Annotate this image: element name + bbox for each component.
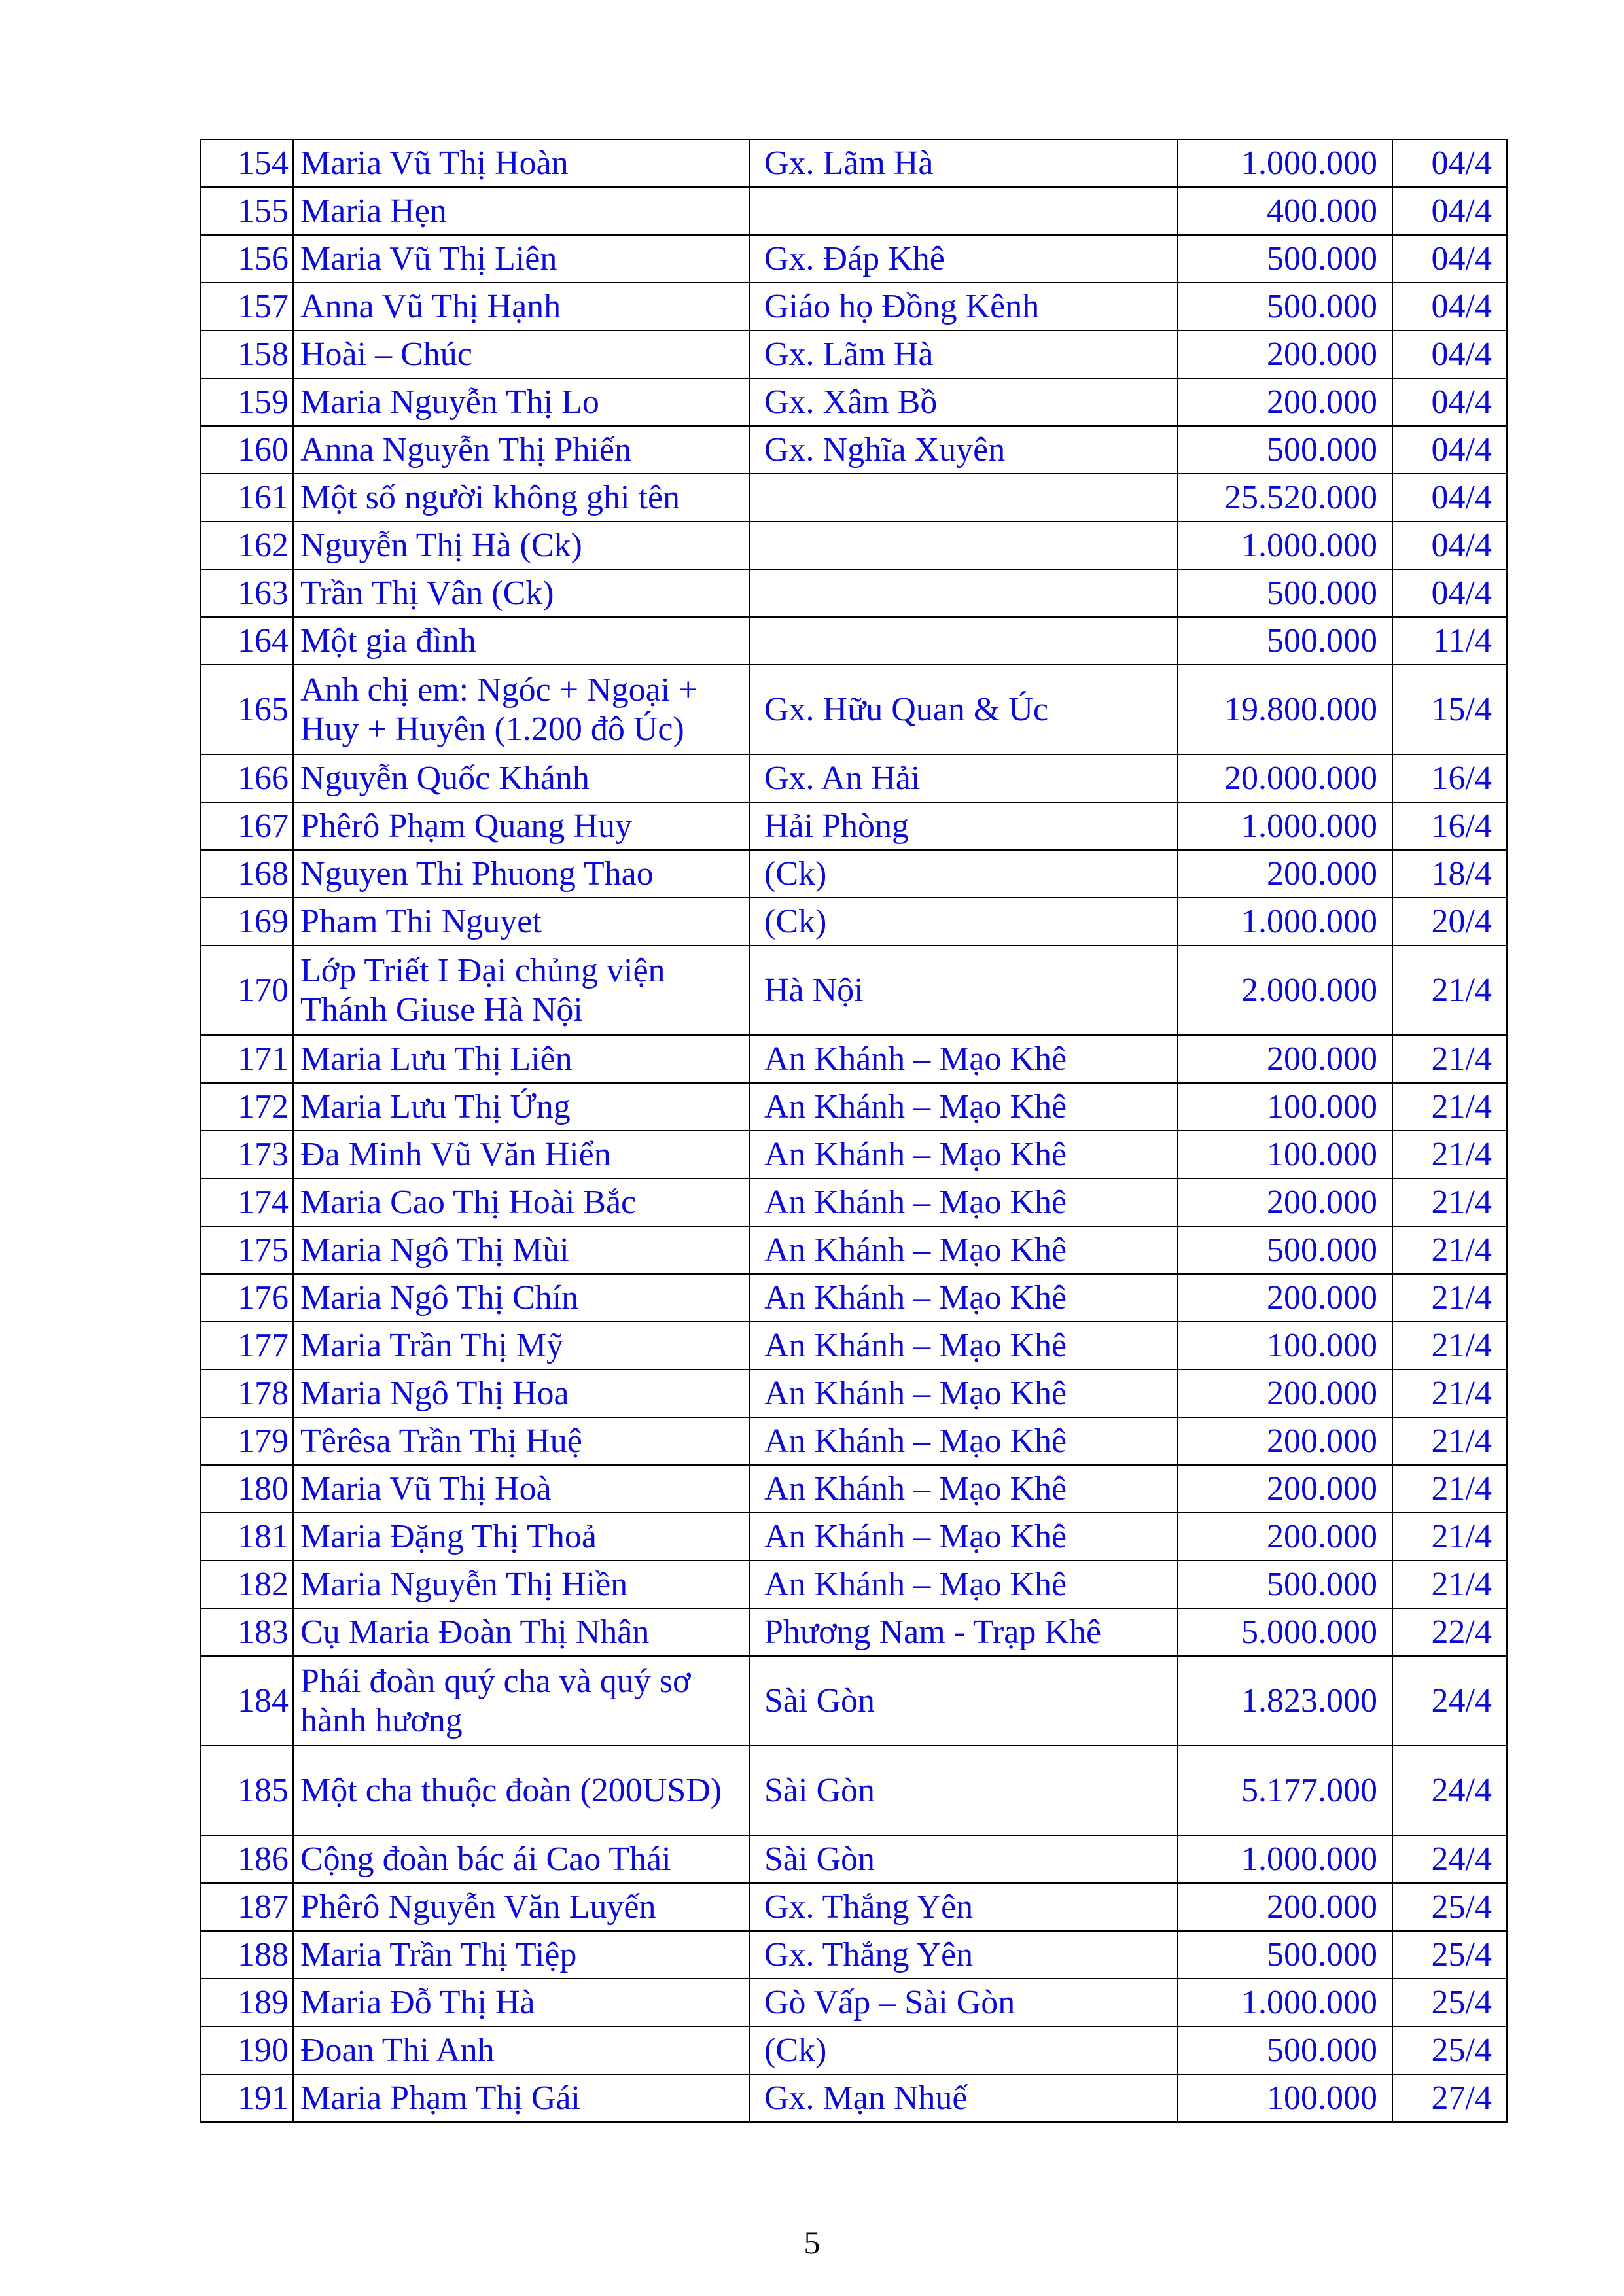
donor-place: Gx. An Hải — [749, 754, 1178, 802]
donor-name: Một cha thuộc đoàn (200USD) — [293, 1746, 749, 1835]
donation-amount: 200.000 — [1178, 850, 1392, 898]
donor-place — [749, 569, 1178, 617]
table-row — [200, 283, 1507, 330]
table-row — [200, 330, 1507, 378]
donor-name: Đa Minh Vũ Văn Hiển — [293, 1131, 749, 1178]
donation-date: 04/4 — [1392, 378, 1507, 426]
donation-date: 25/4 — [1392, 1979, 1507, 2026]
donation-date: 18/4 — [1392, 850, 1507, 898]
table-row — [200, 426, 1507, 474]
donor-place: Gx. Thắng Yên — [749, 1931, 1178, 1979]
row-number: 157 — [200, 283, 293, 330]
donation-date: 21/4 — [1392, 1322, 1507, 1369]
donation-amount: 500.000 — [1178, 569, 1392, 617]
table-row — [200, 1226, 1507, 1274]
table-row — [200, 1465, 1507, 1513]
donor-name: Hoài – Chúc — [293, 330, 749, 378]
donation-date: 22/4 — [1392, 1608, 1507, 1656]
row-number: 155 — [200, 187, 293, 235]
donation-date: 24/4 — [1392, 1746, 1507, 1835]
donor-name: Maria Đặng Thị Thoả — [293, 1513, 749, 1561]
donation-amount: 200.000 — [1178, 1513, 1392, 1561]
table-row — [200, 1931, 1507, 1979]
row-number: 163 — [200, 569, 293, 617]
donation-amount: 1.000.000 — [1178, 139, 1392, 187]
donation-amount: 200.000 — [1178, 378, 1392, 426]
row-number: 158 — [200, 330, 293, 378]
donor-name: Maria Trần Thị Mỹ — [293, 1322, 749, 1369]
donation-date: 04/4 — [1392, 521, 1507, 569]
donor-name: Maria Đỗ Thị Hà — [293, 1979, 749, 2026]
row-number: 165 — [200, 665, 293, 754]
table-row — [200, 1369, 1507, 1417]
donation-date: 24/4 — [1392, 1835, 1507, 1883]
donation-amount: 1.000.000 — [1178, 1835, 1392, 1883]
donor-place: Gò Vấp – Sài Gòn — [749, 1979, 1178, 2026]
row-number: 154 — [200, 139, 293, 187]
donation-amount: 200.000 — [1178, 1369, 1392, 1417]
row-number: 191 — [200, 2074, 293, 2122]
donation-amount: 200.000 — [1178, 1035, 1392, 1083]
donation-date: 21/4 — [1392, 1131, 1507, 1178]
row-number: 182 — [200, 1561, 293, 1608]
row-number: 187 — [200, 1883, 293, 1931]
donor-place: Gx. Hữu Quan & Úc — [749, 665, 1178, 754]
donor-name: Maria Ngô Thị Mùi — [293, 1226, 749, 1274]
donation-date: 04/4 — [1392, 474, 1507, 521]
donation-amount: 100.000 — [1178, 1131, 1392, 1178]
table-row — [200, 1131, 1507, 1178]
row-number: 183 — [200, 1608, 293, 1656]
donor-place: Gx. Lãm Hà — [749, 330, 1178, 378]
table-row — [200, 521, 1507, 569]
donor-place — [749, 474, 1178, 521]
row-number: 184 — [200, 1656, 293, 1746]
donor-name: Một gia đình — [293, 617, 749, 665]
donation-date: 25/4 — [1392, 2026, 1507, 2074]
donor-name: Maria Nguyễn Thị Lo — [293, 378, 749, 426]
table-row — [200, 1274, 1507, 1322]
row-number: 190 — [200, 2026, 293, 2074]
donor-name: Têrêsa Trần Thị Huệ — [293, 1417, 749, 1465]
table-row — [200, 665, 1507, 754]
donation-amount: 5.177.000 — [1178, 1746, 1392, 1835]
donor-place: Gx. Lãm Hà — [749, 139, 1178, 187]
donor-name: Nguyen Thi Phuong Thao — [293, 850, 749, 898]
donation-amount: 200.000 — [1178, 1417, 1392, 1465]
table-row — [200, 139, 1507, 187]
table-row — [200, 617, 1507, 665]
donation-amount: 1.823.000 — [1178, 1656, 1392, 1746]
donation-date: 16/4 — [1392, 754, 1507, 802]
table-row — [200, 1035, 1507, 1083]
donor-name: Maria Hẹn — [293, 187, 749, 235]
donation-amount: 500.000 — [1178, 617, 1392, 665]
donation-amount: 500.000 — [1178, 235, 1392, 283]
donor-name: Pham Thi Nguyet — [293, 898, 749, 945]
donation-date: 21/4 — [1392, 1178, 1507, 1226]
donation-amount: 500.000 — [1178, 2026, 1392, 2074]
table-row — [200, 1561, 1507, 1608]
table-row — [200, 1608, 1507, 1656]
donor-name: Maria Ngô Thị Chín — [293, 1274, 749, 1322]
donation-date: 04/4 — [1392, 569, 1507, 617]
table-row — [200, 754, 1507, 802]
donation-amount: 500.000 — [1178, 283, 1392, 330]
row-number: 179 — [200, 1417, 293, 1465]
row-number: 178 — [200, 1369, 293, 1417]
row-number: 169 — [200, 898, 293, 945]
table-row — [200, 569, 1507, 617]
donation-date: 21/4 — [1392, 1274, 1507, 1322]
row-number: 159 — [200, 378, 293, 426]
table-row — [200, 1746, 1507, 1835]
donation-amount: 200.000 — [1178, 330, 1392, 378]
donor-place: An Khánh – Mạo Khê — [749, 1465, 1178, 1513]
donation-date: 21/4 — [1392, 1226, 1507, 1274]
table-row — [200, 1322, 1507, 1369]
row-number: 176 — [200, 1274, 293, 1322]
donor-place: Gx. Nghĩa Xuyên — [749, 426, 1178, 474]
donation-date: 21/4 — [1392, 1561, 1507, 1608]
donation-amount: 19.800.000 — [1178, 665, 1392, 754]
table-row — [200, 2026, 1507, 2074]
donor-place: Gx. Thắng Yên — [749, 1883, 1178, 1931]
donor-place: An Khánh – Mạo Khê — [749, 1274, 1178, 1322]
donor-name: Anna Nguyễn Thị Phiến — [293, 426, 749, 474]
row-number: 172 — [200, 1083, 293, 1131]
donor-place: (Ck) — [749, 898, 1178, 945]
donor-place: (Ck) — [749, 2026, 1178, 2074]
donation-amount: 100.000 — [1178, 2074, 1392, 2122]
donor-name: Trần Thị Vân (Ck) — [293, 569, 749, 617]
donation-date: 16/4 — [1392, 802, 1507, 850]
donation-amount: 500.000 — [1178, 1561, 1392, 1608]
donor-name: Phêrô Phạm Quang Huy — [293, 802, 749, 850]
table-row — [200, 1513, 1507, 1561]
donation-date: 15/4 — [1392, 665, 1507, 754]
row-number: 175 — [200, 1226, 293, 1274]
donor-name: Maria Lưu Thị Liên — [293, 1035, 749, 1083]
donation-amount: 500.000 — [1178, 426, 1392, 474]
donor-name: Phêrô Nguyễn Văn Luyến — [293, 1883, 749, 1931]
donation-date: 25/4 — [1392, 1931, 1507, 1979]
donation-date: 04/4 — [1392, 330, 1507, 378]
row-number: 160 — [200, 426, 293, 474]
donor-name: Maria Vũ Thị Liên — [293, 235, 749, 283]
donor-name: Maria Vũ Thị Hoàn — [293, 139, 749, 187]
donor-place: Phương Nam - Trạp Khê — [749, 1608, 1178, 1656]
table-row — [200, 802, 1507, 850]
row-number: 174 — [200, 1178, 293, 1226]
row-number: 185 — [200, 1746, 293, 1835]
donation-date: 21/4 — [1392, 1083, 1507, 1131]
donation-date: 21/4 — [1392, 1513, 1507, 1561]
donation-amount: 100.000 — [1178, 1083, 1392, 1131]
table-row — [200, 474, 1507, 521]
page-number: 5 — [803, 2224, 821, 2261]
donation-date: 04/4 — [1392, 283, 1507, 330]
table-row — [200, 1979, 1507, 2026]
donation-amount: 1.000.000 — [1178, 1979, 1392, 2026]
donation-amount: 200.000 — [1178, 1178, 1392, 1226]
row-number: 173 — [200, 1131, 293, 1178]
donor-place: An Khánh – Mạo Khê — [749, 1083, 1178, 1131]
donor-place: Hà Nội — [749, 945, 1178, 1035]
table-row — [200, 945, 1507, 1035]
donation-date: 04/4 — [1392, 235, 1507, 283]
row-number: 156 — [200, 235, 293, 283]
donor-name: Phái đoàn quý cha và quý sơ hành hương — [293, 1656, 749, 1746]
donor-place: An Khánh – Mạo Khê — [749, 1226, 1178, 1274]
table-row — [200, 1656, 1507, 1746]
donor-place — [749, 187, 1178, 235]
row-number: 166 — [200, 754, 293, 802]
donation-amount: 200.000 — [1178, 1465, 1392, 1513]
row-number: 170 — [200, 945, 293, 1035]
donation-date: 21/4 — [1392, 1465, 1507, 1513]
table-row — [200, 1835, 1507, 1883]
donor-name: Cụ Maria Đoàn Thị Nhân — [293, 1608, 749, 1656]
donor-name: Nguyễn Quốc Khánh — [293, 754, 749, 802]
donor-place: An Khánh – Mạo Khê — [749, 1322, 1178, 1369]
row-number: 162 — [200, 521, 293, 569]
donor-place: An Khánh – Mạo Khê — [749, 1513, 1178, 1561]
donor-name: Maria Cao Thị Hoài Bắc — [293, 1178, 749, 1226]
table-row — [200, 1417, 1507, 1465]
donor-place: Hải Phòng — [749, 802, 1178, 850]
donation-date: 21/4 — [1392, 1369, 1507, 1417]
donor-place: An Khánh – Mạo Khê — [749, 1561, 1178, 1608]
donation-amount: 1.000.000 — [1178, 802, 1392, 850]
donor-place: Sài Gòn — [749, 1656, 1178, 1746]
donor-place: An Khánh – Mạo Khê — [749, 1035, 1178, 1083]
donor-name: Maria Ngô Thị Hoa — [293, 1369, 749, 1417]
donor-place: Sài Gòn — [749, 1746, 1178, 1835]
row-number: 189 — [200, 1979, 293, 2026]
donation-date: 04/4 — [1392, 187, 1507, 235]
donor-place: Gx. Mạn Nhuế — [749, 2074, 1178, 2122]
donation-date: 20/4 — [1392, 898, 1507, 945]
table-row — [200, 850, 1507, 898]
row-number: 180 — [200, 1465, 293, 1513]
donor-place: An Khánh – Mạo Khê — [749, 1417, 1178, 1465]
row-number: 167 — [200, 802, 293, 850]
donation-amount: 20.000.000 — [1178, 754, 1392, 802]
donation-date: 25/4 — [1392, 1883, 1507, 1931]
donor-place: An Khánh – Mạo Khê — [749, 1178, 1178, 1226]
donation-amount: 100.000 — [1178, 1322, 1392, 1369]
row-number: 181 — [200, 1513, 293, 1561]
donation-date: 04/4 — [1392, 426, 1507, 474]
table-row — [200, 1083, 1507, 1131]
table-row — [200, 235, 1507, 283]
donor-name: Một số người không ghi tên — [293, 474, 749, 521]
row-number: 177 — [200, 1322, 293, 1369]
donor-name: Anna Vũ Thị Hạnh — [293, 283, 749, 330]
donation-amount: 25.520.000 — [1178, 474, 1392, 521]
donor-name: Nguyễn Thị Hà (Ck) — [293, 521, 749, 569]
donation-date: 21/4 — [1392, 945, 1507, 1035]
donation-amount: 200.000 — [1178, 1274, 1392, 1322]
donor-place: Gx. Đáp Khê — [749, 235, 1178, 283]
donation-date: 21/4 — [1392, 1035, 1507, 1083]
table-body — [200, 139, 1507, 2122]
donation-amount: 400.000 — [1178, 187, 1392, 235]
donation-amount: 500.000 — [1178, 1931, 1392, 1979]
table-row — [200, 1178, 1507, 1226]
donation-amount: 1.000.000 — [1178, 898, 1392, 945]
donor-name: Maria Trần Thị Tiệp — [293, 1931, 749, 1979]
donation-date: 24/4 — [1392, 1656, 1507, 1746]
donation-amount: 5.000.000 — [1178, 1608, 1392, 1656]
donor-place — [749, 617, 1178, 665]
donation-amount: 200.000 — [1178, 1883, 1392, 1931]
donor-place: (Ck) — [749, 850, 1178, 898]
donor-name: Đoan Thi Anh — [293, 2026, 749, 2074]
donation-date: 27/4 — [1392, 2074, 1507, 2122]
donor-name: Lớp Triết I Đại chủng viện Thánh Giuse Hà Nội — [293, 945, 749, 1035]
donation-table — [200, 139, 1508, 2123]
donor-name: Maria Nguyễn Thị Hiền — [293, 1561, 749, 1608]
row-number: 161 — [200, 474, 293, 521]
donor-name: Maria Vũ Thị Hoà — [293, 1465, 749, 1513]
donor-name: Maria Phạm Thị Gái — [293, 2074, 749, 2122]
donor-name: Maria Lưu Thị Ứng — [293, 1083, 749, 1131]
table-row — [200, 187, 1507, 235]
donor-place: Giáo họ Đồng Kênh — [749, 283, 1178, 330]
donor-place: Gx. Xâm Bồ — [749, 378, 1178, 426]
donation-date: 21/4 — [1392, 1417, 1507, 1465]
row-number: 164 — [200, 617, 293, 665]
donor-place — [749, 521, 1178, 569]
donation-amount: 2.000.000 — [1178, 945, 1392, 1035]
donation-date: 04/4 — [1392, 139, 1507, 187]
donor-place: An Khánh – Mạo Khê — [749, 1369, 1178, 1417]
row-number: 188 — [200, 1931, 293, 1979]
donor-name: Anh chị em: Ngóc + Ngoại + Huy + Huyên (1.200 đô Úc) — [293, 665, 749, 754]
table-row — [200, 2074, 1507, 2122]
donation-amount: 500.000 — [1178, 1226, 1392, 1274]
donor-name: Cộng đoàn bác ái Cao Thái — [293, 1835, 749, 1883]
table-row — [200, 898, 1507, 945]
donor-place: An Khánh – Mạo Khê — [749, 1131, 1178, 1178]
donation-amount: 1.000.000 — [1178, 521, 1392, 569]
row-number: 186 — [200, 1835, 293, 1883]
row-number: 168 — [200, 850, 293, 898]
table-row — [200, 378, 1507, 426]
donation-date: 11/4 — [1392, 617, 1507, 665]
donor-place: Sài Gòn — [749, 1835, 1178, 1883]
row-number: 171 — [200, 1035, 293, 1083]
table-row — [200, 1883, 1507, 1931]
